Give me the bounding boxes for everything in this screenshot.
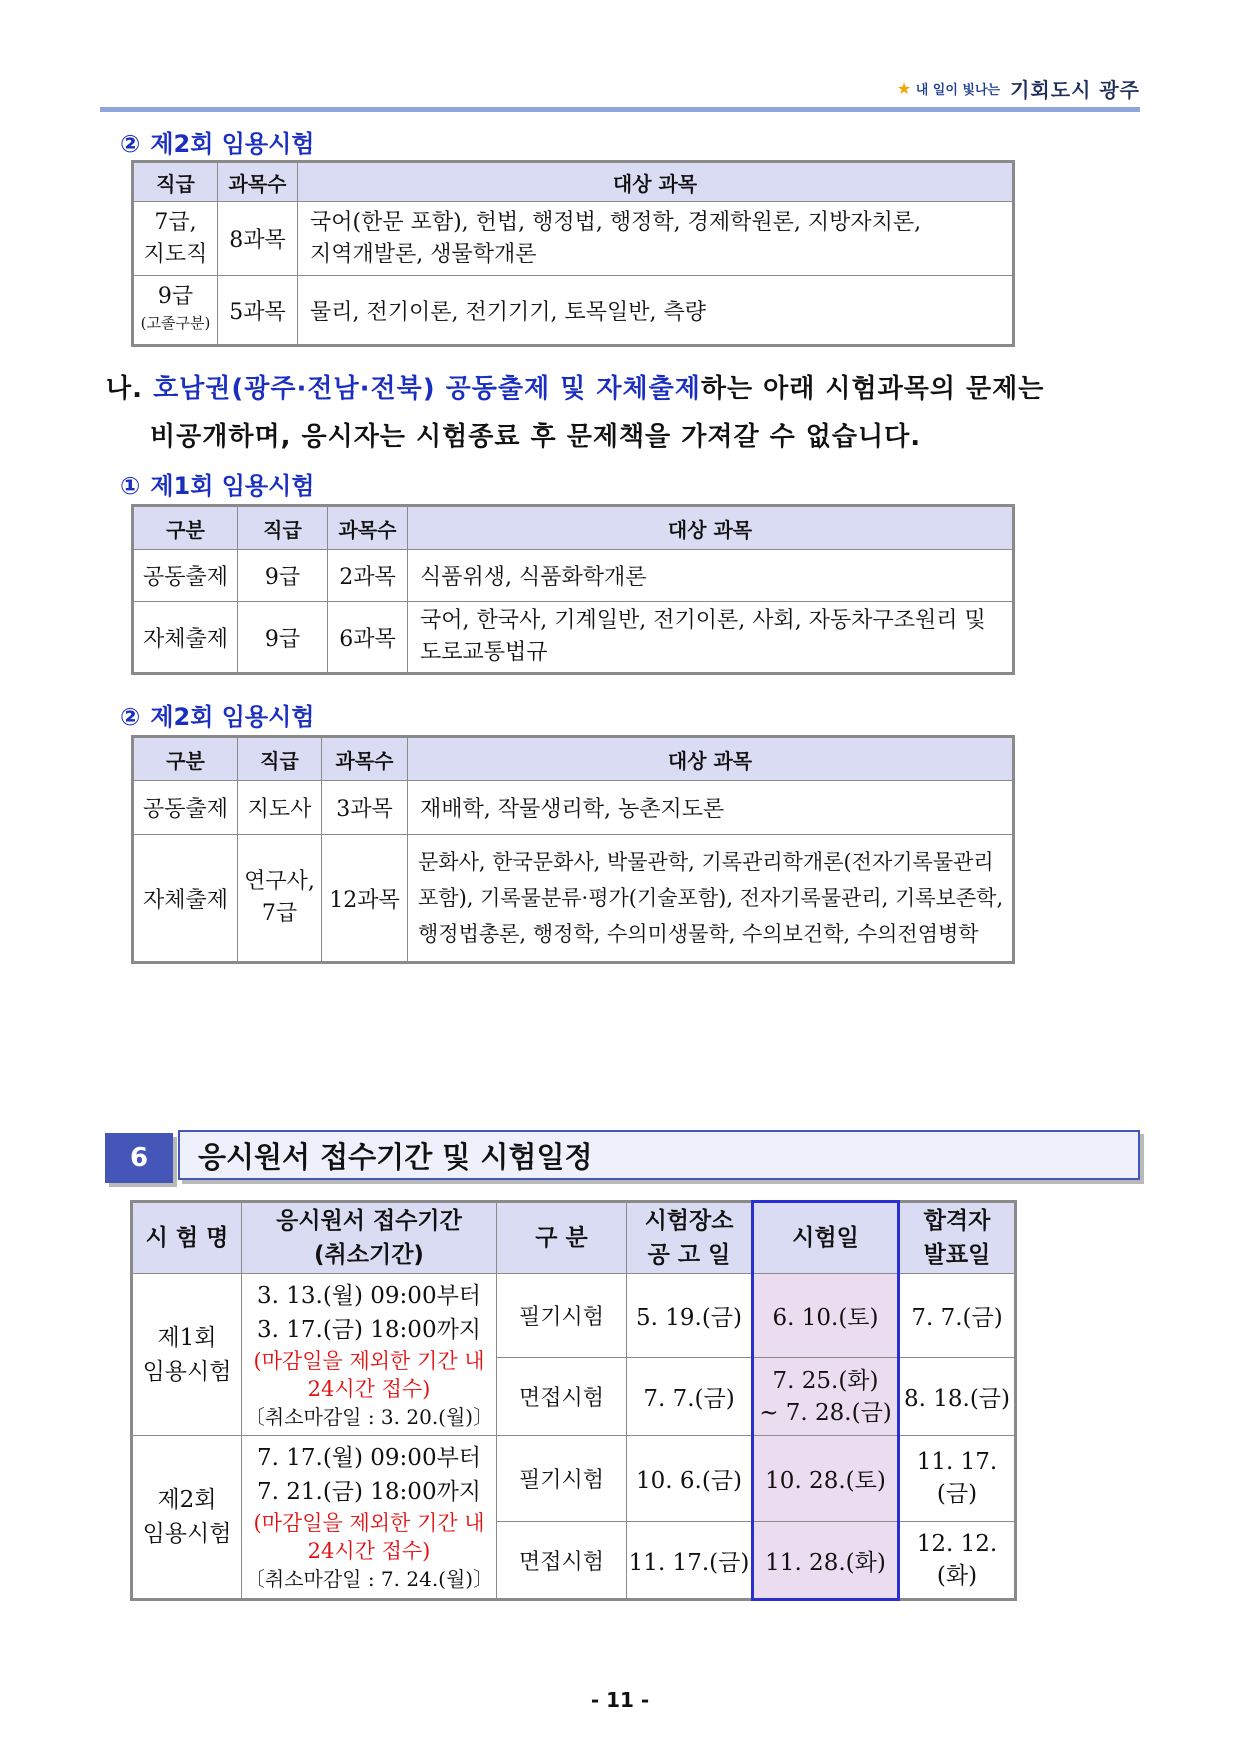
col-header: 구분 [133, 506, 238, 550]
subjects-table-a2 [131, 160, 1015, 347]
count-cell: 2과목 [328, 550, 408, 602]
type-cell: 공동출제 [133, 781, 238, 835]
venue-date-cell: 7. 7.(금) [627, 1358, 753, 1436]
count-cell: 8과목 [218, 202, 298, 276]
logo-name: 기회도시 광주 [1010, 77, 1140, 102]
category-cell: 면접시험 [497, 1358, 627, 1436]
period-cell: 7. 17.(월) 09:00부터 7. 21.(금) 18:00까지 (마감일을 제외한 기간 내 24시간 접수) 〔취소마감일 : 7. 24.(월)〕 [242, 1436, 497, 1600]
schedule-table [130, 1200, 1017, 1601]
venue-date-cell: 5. 19.(금) [627, 1274, 753, 1358]
col-header: 구분 [133, 737, 238, 781]
city-logo [897, 72, 1140, 104]
result-date-cell: 8. 18.(금) [899, 1358, 1016, 1436]
subheading-a2: ② 제2회 임용시험 [120, 130, 315, 158]
table-row [133, 550, 1014, 602]
category-cell: 면접시험 [497, 1522, 627, 1600]
cancel-deadline: 〔취소마감일 : 7. 24.(월)〕 [244, 1567, 494, 1591]
note-text: 24시간 접수) [307, 1539, 431, 1563]
table-row [133, 276, 1014, 346]
subjects-cell: 재배학, 작물생리학, 농촌지도론 [408, 781, 1014, 835]
table-header-row [132, 1202, 1016, 1274]
subjects-table-b2 [131, 735, 1015, 964]
col-header: 직급 [133, 162, 218, 202]
result-date-cell: 7. 7.(금) [899, 1274, 1016, 1358]
subjects-cell: 식품위생, 식품화학개론 [408, 550, 1014, 602]
period-cell: 3. 13.(월) 09:00부터 3. 17.(금) 18:00까지 (마감일을 제외한 기간 내 24시간 접수) 〔취소마감일 : 3. 20.(월)〕 [242, 1274, 497, 1436]
venue-date-cell: 11. 17.(금) [627, 1522, 753, 1600]
exam-date-cell: 7. 25.(화) ~ 7. 28.(금) [753, 1358, 899, 1436]
category-cell: 필기시험 [497, 1436, 627, 1522]
star-icon: ★ [896, 78, 912, 98]
paragraph-na-line1: 나. 호남권(광주·전남·전북) 공동출제 및 자체출제하는 아래 시험과목의 문제는 [106, 374, 1045, 404]
type-cell: 자체출제 [133, 602, 238, 674]
note-text: (마감일을 제외한 기간 내 [253, 1511, 485, 1535]
subheading-b2: ② 제2회 임용시험 [120, 703, 315, 731]
count-cell: 5과목 [218, 276, 298, 346]
cancel-deadline: 〔취소마감일 : 3. 20.(월)〕 [244, 1404, 494, 1429]
subjects-cell: 문화사, 한국문화사, 박물관학, 기록관리학개론(전자기록물관리 포함), 기록물분류·평가(기술포함), 전자기록물관리, 기록보존학, 행정법총론, 행정학, 수의미생물학, 수의보건학, 수의전염병학 [408, 835, 1014, 963]
subheading-b1: ① 제1회 임용시험 [120, 472, 315, 500]
table-header-row [133, 737, 1014, 781]
subjects-table-b1 [131, 504, 1015, 675]
subjects-cell: 국어(한문 포함), 헌법, 행정법, 행정학, 경제학원론, 지방자치론, 지역개발론, 생물학개론 [298, 202, 1014, 276]
grade-cell: 9급 (고졸구분) [133, 276, 218, 346]
table-row [133, 835, 1014, 963]
count-cell: 3과목 [322, 781, 408, 835]
col-header-exam-name: 시 험 명 [132, 1202, 242, 1274]
col-header-exam-date: 시험일 [753, 1202, 899, 1274]
grade-cell: 지도사 [238, 781, 322, 835]
col-header-result: 합격자 발표일 [899, 1202, 1016, 1274]
col-header: 과목수 [218, 162, 298, 202]
subjects-cell: 물리, 전기이론, 전기기기, 토목일반, 측량 [298, 276, 1014, 346]
header-rule [100, 107, 1140, 112]
highlight-text: 호남권(광주·전남·전북) 공동출제 및 자체출제 [153, 374, 701, 404]
page-number: - 11 - [590, 1688, 650, 1712]
grade-cell: 9급 [238, 602, 328, 674]
exam-name-cell: 제1회 임용시험 [132, 1274, 242, 1436]
venue-date-cell: 10. 6.(금) [627, 1436, 753, 1522]
category-cell: 필기시험 [497, 1274, 627, 1358]
col-header: 대상 과목 [408, 506, 1014, 550]
table-row [133, 602, 1014, 674]
table-row [132, 1436, 1016, 1522]
table-row [132, 1274, 1016, 1358]
count-cell: 12과목 [322, 835, 408, 963]
logo-tagline: ★ 내 일이 빛나는 [896, 78, 1001, 98]
table-header-row [133, 162, 1014, 202]
type-cell: 자체출제 [133, 835, 238, 963]
count-cell: 6과목 [328, 602, 408, 674]
col-header: 대상 과목 [408, 737, 1014, 781]
note-text: 24시간 접수) [307, 1376, 431, 1401]
col-header: 과목수 [328, 506, 408, 550]
exam-date-cell: 6. 10.(토) [753, 1274, 899, 1358]
col-header: 과목수 [322, 737, 408, 781]
section-number-badge: 6 [105, 1133, 173, 1183]
col-header: 직급 [238, 737, 322, 781]
col-header-venue: 시험장소 공 고 일 [627, 1202, 753, 1274]
paragraph-na-line2: 비공개하며, 응시자는 시험종료 후 문제책을 가져갈 수 없습니다. [150, 422, 922, 452]
result-date-cell: 11. 17.(금) [899, 1436, 1016, 1522]
result-date-cell: 12. 12.(화) [899, 1522, 1016, 1600]
type-cell: 공동출제 [133, 550, 238, 602]
table-row [133, 202, 1014, 276]
table-header-row [133, 506, 1014, 550]
col-header: 대상 과목 [298, 162, 1014, 202]
table-row [133, 781, 1014, 835]
subjects-cell: 국어, 한국사, 기계일반, 전기이론, 사회, 자동차구조원리 및 도로교통법규 [408, 602, 1014, 674]
section-title: 응시원서 접수기간 및 시험일정 [178, 1130, 1140, 1180]
grade-cell: 연구사, 7급 [238, 835, 322, 963]
col-header: 직급 [238, 506, 328, 550]
col-header-category: 구 분 [497, 1202, 627, 1274]
note-text: (마감일을 제외한 기간 내 [253, 1348, 485, 1373]
grade-cell: 9급 [238, 550, 328, 602]
exam-date-cell: 11. 28.(화) [753, 1522, 899, 1600]
exam-name-cell: 제2회 임용시험 [132, 1436, 242, 1600]
col-header-period: 응시원서 접수기간 (취소기간) [242, 1202, 497, 1274]
grade-cell: 7급, 지도직 [133, 202, 218, 276]
exam-date-cell: 10. 28.(토) [753, 1436, 899, 1522]
